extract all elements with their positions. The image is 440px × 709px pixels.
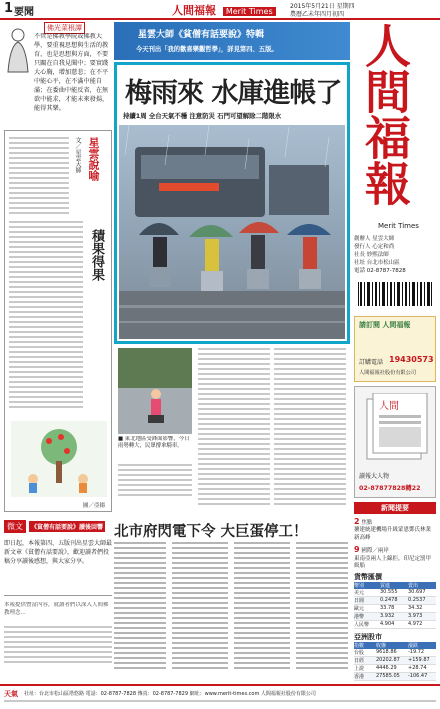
stock-cell: -106.47 [408,673,428,679]
fx-cell: 日圓 [354,598,365,604]
second-text-col-3 [234,542,290,672]
fx-cell: 歐元 [354,606,365,612]
center-right-text [278,346,350,516]
big-logo [352,20,438,220]
ad2-phone: 02-87877828轉22 [359,485,421,492]
stock-cell: -19.72 [408,649,425,655]
publisher-line-4: 社址 台北市松山區 [354,260,400,266]
fx-cell: 34.32 [408,605,423,611]
stock-header-change: 漲跌 [408,643,419,649]
fx-cell: 0.2537 [408,597,426,603]
caption-lines [118,464,192,499]
news-item-2[interactable] [354,545,436,570]
fx-header-buy: 買進 [380,583,391,589]
stock-cell: 日經 [354,658,365,664]
fx-cell: 港幣 [354,614,365,620]
news-item-1-text: 擴建統建機場升級蒙恩鄧氏林業新高峰 [354,527,432,541]
fx-table [354,572,436,629]
stock-cell: 台股 [354,650,365,656]
fx-cell: 33.78 [380,605,395,611]
essay-box [4,130,112,512]
fx-row [354,605,436,613]
lunar-line: 農曆乙未年四月初四 [290,11,345,18]
essay-text-block-2 [9,221,83,411]
footer-lines [4,700,436,705]
wechat-tag: 微文 [4,520,26,533]
news-summary-title: 新聞提要 [354,502,436,514]
stock-cell: 27585.05 [376,673,400,679]
publisher-line-3: 社長 妙熙法師 [354,252,389,258]
stock-cell: 香港 [354,674,365,680]
news-item-1[interactable] [354,517,436,542]
fx-cell: 30.555 [380,589,398,595]
second-story [114,520,350,680]
publisher-info [354,234,436,274]
wechat-title: 《貧僧有話要說》讀後回響 [29,521,105,532]
lead-subhead: 持續1周 全台天氣不穩 注意防災 石門可望解除二階限水 [123,112,282,120]
subscription-ad[interactable] [354,316,436,382]
second-headline: 北市府閃電下令 大巨蛋停工！ [114,524,308,540]
essay-text-block-1 [9,137,69,217]
column-title [85,137,109,191]
big-logo-text: 人間福報 [358,22,412,206]
news-summary [354,502,436,570]
essay-illustration [11,421,107,497]
big-logo-en: Merit Times [378,222,419,230]
essay-title [87,229,106,281]
fx-cell: 美元 [354,590,365,596]
second-text-col-2 [172,542,228,672]
masthead-logo-text: 人間福報 [172,4,216,17]
lead-photo [119,125,345,339]
stock-cell: +159.87 [408,657,430,663]
lead-story [114,62,350,344]
ad2-title: 讀報大人物 [359,473,390,480]
stock-header-row [354,642,436,649]
second-text-col-4 [296,542,348,672]
news-item-2-page: 9 [354,545,360,555]
stock-header-close: 收盤 [376,643,387,649]
column-title-text: 星雲說喻 [87,137,100,181]
ad-org: 人間福報社股份有限公司 [359,370,417,376]
fx-header-sell: 賣出 [408,583,419,589]
fx-row [354,597,436,605]
stock-cell: +28.74 [408,665,427,671]
page-number: 1 [4,1,14,16]
wisdom-quote: 不管是佛教學院或佛教大學，要重視思想與生活的教育，也是思想與方面，不要只關在自我見聞中；要實踐大心胸，增加慈悲；在不平中能心平，在不滿中能自滿；在委曲中能反省，在無欲中能求，才能未來發揚，能得其樂。 [34,33,109,112]
fx-cell: 3.973 [408,613,423,619]
wechat-divider [4,595,112,596]
fx-header-currency: 幣別 [354,583,365,589]
wechat-note: 本報提供豐富內容，就讀者們以深入人間佛教理念... [4,602,109,616]
fx-cell: 4.972 [408,621,423,627]
essay-title-text: 積果得果 [89,229,104,281]
masthead-logo [172,2,276,18]
masthead-logo-en: Merit Times [223,7,276,16]
footer [0,684,440,709]
fx-row [354,589,436,597]
banner-title: 星雲大師《貧僧有話要說》特輯 [138,30,265,40]
wechat-box [4,520,112,680]
ad-phone: 19430573 [389,355,434,364]
footer-label: 天氣 [4,690,18,698]
left-column [4,22,112,517]
date-line: 2015年5月21日 星期四 [290,3,355,10]
stock-row [354,673,436,681]
publisher-line-5: 電話 02-8787-7828 [354,268,406,274]
stock-row [354,657,436,665]
lead-text-col-1 [198,348,270,508]
fx-cell: 3.932 [380,613,395,619]
stock-cell: 4446.29 [376,665,397,671]
newspaper-stack-image [363,393,429,463]
stock-row [354,665,436,673]
masthead [0,0,440,18]
barcode [356,282,434,312]
footer-text: 社址：台北市松山區塔悠路 電話：02-8787-7828 傳真：02-8787-7829 網址：www.merit-times.com 人間福報社股份有限公司 [24,691,316,697]
fx-row [354,621,436,629]
publisher-line-2: 發行人 心定和尚 [354,244,395,250]
lead-headline: 梅雨來 水庫進帳了 [125,78,342,109]
secondary-photo [118,348,192,434]
fx-header-row [354,582,436,589]
fx-cell: 4.904 [380,621,395,627]
ad-title: 訂購電話 [359,359,384,366]
fx-cell: 0.2478 [380,597,398,603]
right-sidebar [352,20,438,680]
news-item-2-text: 東南亞兩人上線拒，印尼定罰甲級船 [354,555,432,570]
stock-header-index: 指數 [354,643,365,649]
lead-caption: ■ 東北地區受鋒面影響，今日雨勢轉大，民眾撐傘騎車。 [118,436,190,450]
svg-text:人間: 人間 [379,401,399,412]
monk-illustration [4,26,32,74]
wechat-note-lines [4,626,112,663]
fx-title: 貨幣匯價 [354,573,382,581]
stock-row [354,649,436,657]
news-item-1-label: 焦點 [361,520,373,526]
feature-banner[interactable] [114,22,350,60]
stock-title: 亞洲股市 [354,633,382,641]
illustration-credit: 圖／亞揚 [83,503,106,509]
stock-cell: 9618.86 [376,649,397,655]
section-title: 要聞 [14,7,34,18]
ad-slogan: 請訂閱 人間福報 [359,321,411,329]
fx-cell: 人民幣 [354,622,370,628]
news-item-2-label: 國際／兩岸 [361,548,389,555]
stock-cell: 20202.87 [376,657,400,663]
essay-author: 文／星雲大師 [74,137,81,173]
wechat-body: 即日起，本報第四、五版刊出星雲大師最新文章《貧僧有話要說》，歡迎讀者們投稿分享讀後感想，與大家分享。 [4,540,112,565]
fx-cell: 30.697 [408,589,426,595]
stock-cell: 上證 [354,666,365,672]
stock-table [354,632,436,681]
wisdom-box [4,22,112,122]
banner-subtitle: 今天刊出「我的歡喜樂觀哲學」，詳見第四、五版。 [136,46,278,53]
fx-row [354,613,436,621]
publisher-line-1: 創辦人 星雲大師 [354,236,395,242]
wisdom-tag: 佛光菜根譚 [44,22,85,34]
second-text-col-1 [114,542,166,672]
wechat-header [4,520,112,533]
newspaper-ad[interactable] [354,386,436,498]
news-item-1-page: 2 [354,517,360,526]
